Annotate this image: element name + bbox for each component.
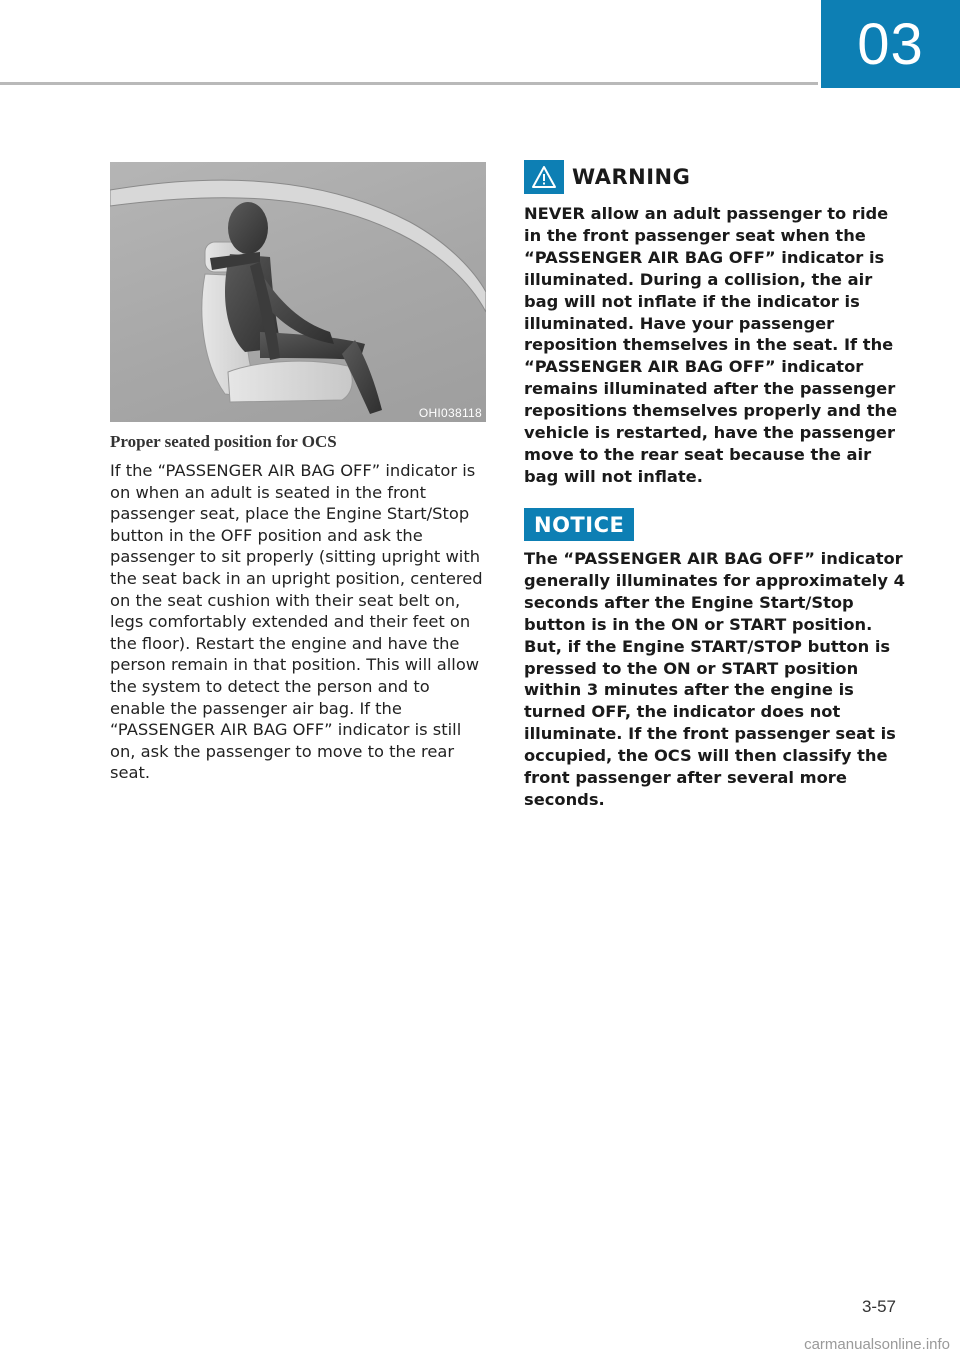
watermark: carmanualsonline.info xyxy=(804,1336,950,1353)
chapter-number: 03 xyxy=(857,11,924,77)
warning-triangle-icon xyxy=(524,160,564,194)
figure-code: OHI038118 xyxy=(418,406,482,420)
body-paragraph: If the “PASSENGER AIR BAG OFF” indicator is on when an adult is seated in the front passenger seat, place the Engine Start/Stop button in the OFF position and ask the passenger to sit properly (sitting upright with the seat back in an upright position, centered on the seat cushion with their seat belt on, legs comfortably extended and their feet on the floor). Restart the engine and have the person remain in that position. This will allow the system to detect the person and to enable the passenger air bag. If the “PASSENGER AIR BAG OFF” indicator is still on, ask the passenger to move to the rear seat. xyxy=(110,461,483,783)
notice-text: The “PASSENGER AIR BAG OFF” indicator generally illuminates for approximately 4 seconds after the Engine Start/Stop button is in the ON or START position. But, if the Engine START/STOP button is pressed to the ON or START position within 3 minutes after the engine is turned OFF, the indicator does not illuminate. If the front passenger seat is occupied, the OCS will then classify the front passenger after several more seconds. xyxy=(524,549,905,809)
warning-title: WARNING xyxy=(572,165,691,189)
page-number: 3-57 xyxy=(861,1297,896,1316)
header-rule xyxy=(0,82,818,85)
chapter-tab xyxy=(821,0,960,88)
notice-badge: NOTICE xyxy=(524,508,634,541)
seated-position-figure xyxy=(110,162,486,422)
figure-caption: Proper seated position for OCS xyxy=(110,432,337,451)
warning-text: NEVER allow an adult passenger to ride in the front passenger seat when the “PASSENGER AIR BAG OFF” indicator is illuminated. During a collision, the air bag will not inflate if the indicator is illuminated. Have your passenger reposition themselves in the seat. If the “PASSENGER AIR BAG OFF” indicator remains illuminated after the passenger repositions themselves properly and the vehicle is restarted, have the passenger move to the rear seat because the air bag will not inflate. xyxy=(524,204,898,486)
warning-header xyxy=(524,160,690,194)
seated-occupant-illustration xyxy=(110,162,486,422)
